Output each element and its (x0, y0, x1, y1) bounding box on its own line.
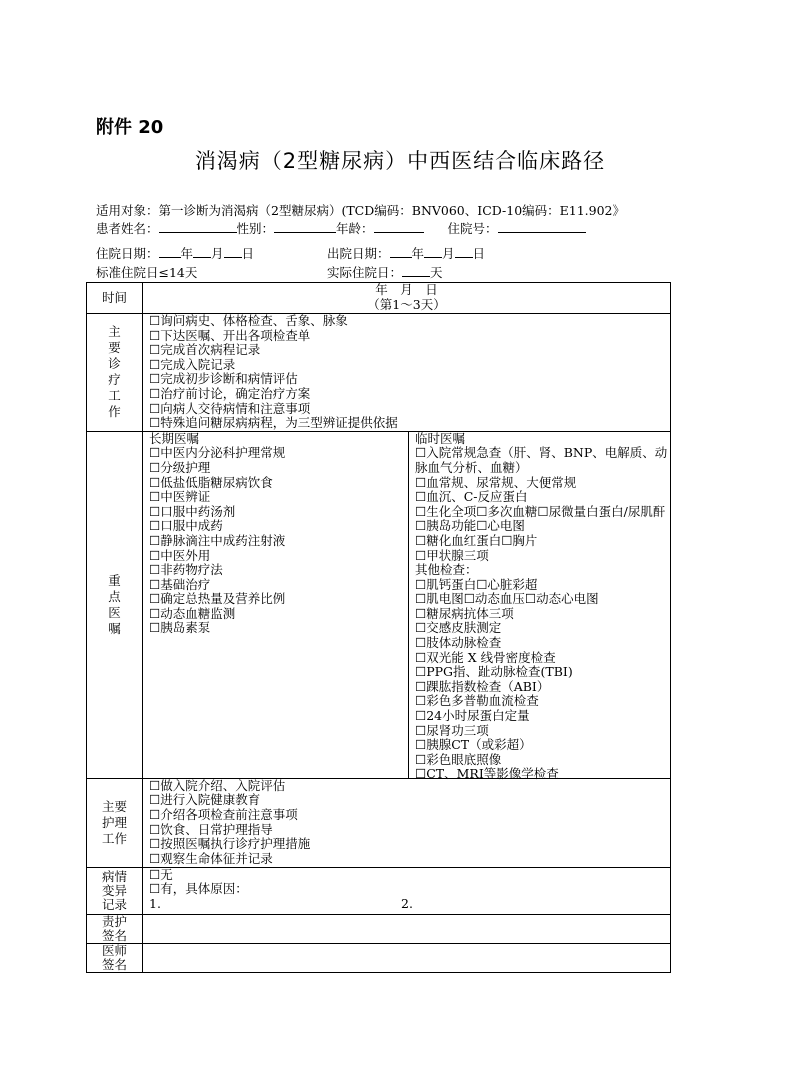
other-exam-item-text: 糖尿病抗体三项 (426, 605, 514, 621)
variation-label: 病情 变异 记录 (87, 867, 143, 914)
name-blank[interactable] (159, 220, 237, 233)
long-term-order-item-text: 口服中成药 (160, 518, 223, 534)
other-exam-item-text: 肢体动脉检查 (426, 635, 502, 651)
variation-yes-checkbox[interactable] (149, 882, 664, 897)
nursing-label: 主要 护理 工作 (87, 778, 143, 867)
nursing-list (149, 779, 664, 867)
time-row (87, 283, 671, 314)
doctor-sign-cell[interactable] (143, 943, 671, 972)
nursing-item-text: 按照医嘱执行诊疗护理措施 (160, 836, 311, 852)
admit-label: 住院日期： (96, 246, 159, 261)
main-work-item-text: 完成首次病程记录 (160, 342, 261, 358)
main-work-row (87, 314, 671, 432)
year-unit: 年 (411, 246, 425, 261)
discharge-date-line (327, 244, 485, 262)
main-work-item[interactable] (149, 416, 664, 431)
main-work-item-text: 完成入院记录 (160, 356, 236, 372)
variation-none-text: 无 (160, 866, 173, 882)
long-term-order-item-text: 低盐低脂糖尿病饮食 (160, 474, 273, 490)
month-unit: 月 (211, 246, 224, 261)
actual-days-line (327, 263, 443, 281)
long-term-title: 长期医嘱 (149, 430, 200, 446)
discharge-day-blank[interactable] (455, 245, 473, 258)
long-term-order-item-text: 非药物疗法 (160, 562, 223, 578)
scope-line: 适用对象：第一诊断为消渴病（2型糖尿病）(TCD编码：BNV060、ICD-10编码：E11.902》 (96, 203, 626, 218)
long-term-order-item[interactable] (149, 461, 404, 476)
other-exam-item[interactable] (415, 753, 670, 768)
nursing-item-text: 进行入院健康教育 (160, 792, 261, 808)
age-blank[interactable] (374, 220, 424, 233)
admit-day-blank[interactable] (224, 245, 242, 258)
main-work-item[interactable] (149, 387, 664, 402)
other-exam-item[interactable] (415, 709, 670, 724)
inpatient-no-blank[interactable] (498, 220, 586, 233)
main-work-item-text: 特殊追问糖尿病病程，为三型辨证提供依据 (160, 415, 398, 431)
long-term-orders (143, 432, 409, 778)
long-term-order-item-text: 口服中药汤剂 (160, 503, 236, 519)
other-exam-item-text: 交感皮肤测定 (426, 620, 502, 636)
other-exam-item-text: 24小时尿蛋白定量 (426, 708, 530, 724)
temp-title: 临时医嘱 (415, 430, 466, 446)
time-label: 时间 (87, 283, 143, 314)
temp-list (415, 446, 670, 563)
main-work-list (149, 314, 664, 431)
long-term-order-item-text: 胰岛素泵 (160, 620, 211, 636)
admit-date-line (96, 244, 254, 262)
main-work-item[interactable] (149, 343, 664, 358)
other-exam-item-text: 彩色多普勒血流检查 (426, 693, 539, 709)
nursing-item-text: 做入院介绍、入院评估 (160, 777, 286, 793)
other-exam-item[interactable] (415, 694, 670, 709)
main-work-item[interactable] (149, 314, 664, 329)
main-work-cell (143, 314, 671, 432)
time-cell (143, 283, 671, 314)
nurse-sign-row (87, 914, 671, 943)
doctor-sign-label: 医师 签名 (87, 943, 143, 972)
long-term-order-item[interactable] (149, 549, 404, 564)
day-unit: 日 (472, 246, 486, 261)
long-term-order-item[interactable] (149, 592, 404, 607)
variation-yes-text: 有，具体原因： (160, 881, 248, 897)
other-exam-item-text: PPG指、趾动脉检查(TBI) (426, 664, 573, 680)
temp-order-item[interactable] (415, 476, 670, 491)
attachment-number: 附件 20 (96, 117, 164, 138)
temp-order-item-text: 生化全项☐多次血糖☐尿微量白蛋白/尿肌酐 (426, 503, 666, 519)
other-exam-item[interactable] (415, 621, 670, 636)
temp-order-item-text: 血沉、C-反应蛋白 (426, 489, 528, 505)
other-exam-item[interactable] (415, 607, 670, 622)
other-exam-item[interactable] (415, 578, 670, 593)
main-work-item-text: 治疗前讨论，确定治疗方案 (160, 385, 311, 401)
orders-label: 重 点 医 嘱 (87, 431, 143, 778)
nursing-item[interactable] (149, 823, 664, 838)
nursing-row (87, 778, 671, 867)
main-work-item-text: 下达医嘱、开出各项检查单 (160, 327, 311, 343)
name-label: 患者姓名： (96, 221, 159, 236)
nursing-item-text: 饮食、日常护理指导 (160, 821, 273, 837)
main-work-item[interactable] (149, 358, 664, 373)
other-exam-item[interactable] (415, 724, 670, 739)
temp-order-item[interactable] (415, 534, 670, 549)
variation-reason-1: 1. (149, 895, 161, 911)
other-exam-item[interactable] (415, 738, 670, 753)
long-term-order-item[interactable] (149, 534, 404, 549)
discharge-year-blank[interactable] (390, 245, 412, 258)
long-term-order-item[interactable] (149, 621, 404, 636)
date-header: 年 月 日 (375, 282, 438, 297)
nursing-item-text: 观察生命体征并记录 (160, 850, 273, 866)
other-exam-item-text: 尿肾功三项 (426, 722, 489, 738)
long-term-order-item-text: 分级护理 (160, 459, 211, 475)
inpatient-no-label: 住院号： (447, 221, 498, 236)
other-exam-item[interactable] (415, 592, 670, 607)
nursing-item[interactable] (149, 793, 664, 808)
day-unit: 日 (241, 246, 255, 261)
temp-order-item[interactable] (415, 505, 670, 520)
year-unit: 年 (180, 246, 194, 261)
nursing-cell (143, 778, 671, 867)
other-exam-item[interactable] (415, 651, 670, 666)
other-exam-item-text: 双光能 X 线骨密度检查 (426, 649, 556, 665)
temp-order-item-text: 糖化血红蛋白☐胸片 (426, 532, 538, 548)
temp-order-item-text: 甲状腺三项 (426, 547, 489, 563)
nursing-item[interactable] (149, 837, 664, 852)
temp-order-item[interactable] (415, 549, 670, 564)
month-unit: 月 (442, 246, 455, 261)
other-exam-item-text: 胰腺CT（或彩超） (426, 737, 532, 753)
temp-orders (409, 430, 670, 782)
long-term-order-item-text: 基础治疗 (160, 576, 211, 592)
long-term-order-item[interactable] (149, 563, 404, 578)
other-exam-item[interactable] (415, 680, 670, 695)
discharge-month-blank[interactable] (424, 245, 442, 258)
orders-cell (143, 430, 671, 782)
temp-order-item[interactable] (415, 490, 670, 505)
main-work-item[interactable] (149, 329, 664, 344)
variation-cell (143, 867, 671, 914)
doctor-sign-row (87, 943, 671, 972)
other-exam-item-text: CT、MRI等影像学检查 (426, 766, 559, 782)
main-work-item[interactable] (149, 402, 664, 417)
other-exam-item-text: 踝肱指数检查（ABI） (426, 678, 550, 694)
age-label: 年龄： (336, 221, 374, 236)
temp-order-item-text: 胰岛功能☐心电图 (426, 518, 525, 534)
long-term-order-item-text: 中医内分泌科护理常规 (160, 445, 286, 461)
other-exam-item[interactable] (415, 636, 670, 651)
main-work-item-text: 完成初步诊断和病情评估 (160, 371, 298, 387)
nursing-item-text: 介绍各项检查前注意事项 (160, 806, 298, 822)
long-term-order-item-text: 动态血糖监测 (160, 605, 236, 621)
long-term-order-item[interactable] (149, 505, 404, 520)
other-title: 其他检查： (415, 562, 478, 578)
main-work-label: 主 要 诊 疗 工 作 (87, 314, 143, 432)
temp-order-item[interactable] (415, 519, 670, 534)
variation-row (87, 867, 671, 914)
other-exam-item[interactable] (415, 665, 670, 680)
long-term-order-item-text: 静脉滴注中成药注射液 (160, 532, 286, 548)
long-term-order-item-text: 确定总热量及营养比例 (160, 591, 286, 607)
long-term-order-item-text: 中医外用 (160, 547, 211, 563)
nurse-sign-label: 责护 签名 (87, 914, 143, 943)
temp-order-item-text: 血常规、尿常规、大便常规 (426, 474, 577, 490)
document-title: 消渴病（2型糖尿病）中西医结合临床路径 (194, 149, 606, 173)
day-range: （第1～3天） (367, 296, 446, 312)
nursing-item[interactable] (149, 852, 664, 867)
actual-days-blank[interactable] (402, 264, 430, 277)
long-term-order-item[interactable] (149, 519, 404, 534)
gender-blank[interactable] (274, 220, 336, 233)
long-term-order-item[interactable] (149, 490, 404, 505)
long-term-order-item[interactable] (149, 476, 404, 491)
variation-reason-2: 2. (401, 895, 413, 911)
long-term-order-item[interactable] (149, 607, 404, 622)
main-work-item[interactable] (149, 372, 664, 387)
other-exam-item-text: 彩色眼底照像 (426, 751, 502, 767)
long-term-order-item[interactable] (149, 578, 404, 593)
admit-year-blank[interactable] (159, 245, 181, 258)
days-unit: 天 (430, 265, 443, 280)
actual-days-label: 实际住院日： (327, 265, 403, 280)
other-exam-item-text: 肌电图☐动态血压☐动态心电图 (426, 591, 599, 607)
main-work-item-text: 询问病史、体格检查、舌象、脉象 (160, 313, 348, 328)
temp-order-item-text: 入院常规急查（肝、肾、BNP、电解质、动脉血气分析、血糖） (415, 445, 668, 475)
orders-row (87, 431, 671, 778)
temp-order-item[interactable] (415, 446, 670, 475)
gender-label: 性别： (236, 221, 275, 236)
admit-month-blank[interactable] (193, 245, 211, 258)
clinical-pathway-table (86, 282, 671, 973)
other-exam-item[interactable] (415, 767, 670, 782)
long-term-list (149, 446, 404, 636)
nursing-item[interactable] (149, 808, 664, 823)
discharge-label: 出院日期： (327, 246, 390, 261)
standard-days: 标准住院日≤14天 (96, 265, 198, 280)
variation-none-checkbox[interactable] (149, 868, 664, 883)
main-work-item-text: 向病人交待病情和注意事项 (160, 400, 311, 416)
other-exam-item-text: 肌钙蛋白☐心脏彩超 (426, 576, 538, 592)
nurse-sign-cell[interactable] (143, 914, 671, 943)
patient-info-line (96, 219, 586, 237)
other-list (415, 578, 670, 782)
long-term-order-item-text: 中医辨证 (160, 489, 211, 505)
long-term-order-item[interactable] (149, 446, 404, 461)
